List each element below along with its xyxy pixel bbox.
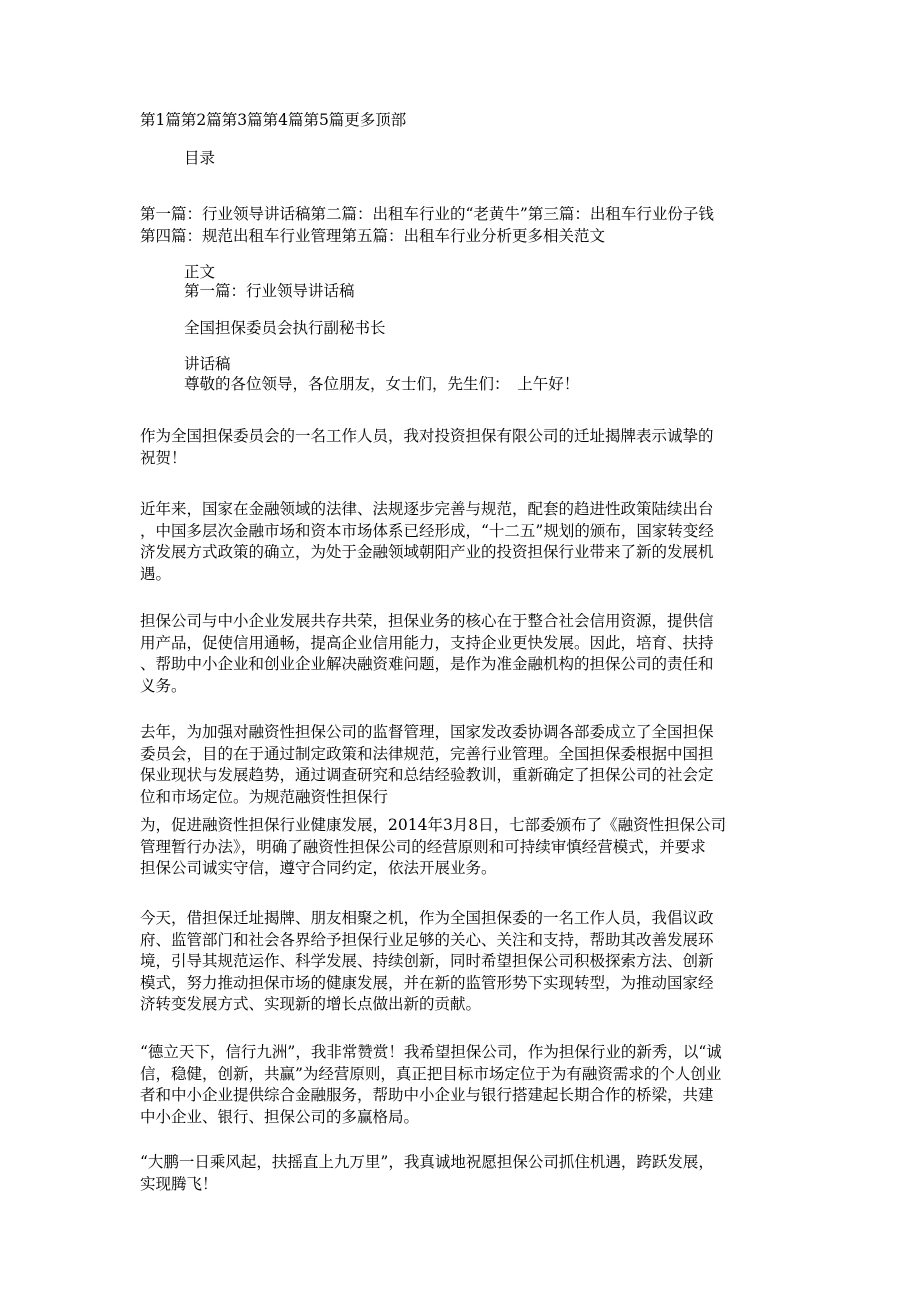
body-label: 正文 bbox=[184, 263, 216, 281]
paragraph-4 bbox=[140, 722, 780, 808]
paragraph-line: 、帮助中小企业和创业企业解决融资难问题，是作为准金融机构的担保公司的责任和 bbox=[140, 655, 714, 673]
article-title: 第一篇：行业领导讲话稿 bbox=[184, 282, 355, 300]
paragraph-line: 位和市场定位。为规范融资性担保行 bbox=[140, 787, 389, 806]
paragraph-line: 济发展方式政策的确立，为处于金融领域朝阳产业的投资担保行业带来了新的发展机 bbox=[140, 543, 714, 561]
doc-type: 讲话稿 bbox=[184, 355, 231, 373]
paragraph-line: 境，引导其规范运作、科学发展、持续创新，同时希望担保公司积极探索方法、创新 bbox=[140, 952, 714, 970]
speaker-title: 全国担保委员会执行副秘书长 bbox=[184, 319, 386, 337]
paragraph-line: 遇。 bbox=[140, 564, 172, 583]
paragraph-line: “德立天下，信行九洲”，我非常赞赏！我希望担保公司，作为担保行业的新秀，以“诚 bbox=[140, 1043, 722, 1061]
paragraph-7 bbox=[140, 1042, 780, 1128]
paragraph-line: 作为全国担保委员会的一名工作人员，我对投资担保有限公司的迁址揭牌表示诚挚的 bbox=[140, 427, 714, 445]
paragraph-8 bbox=[140, 1152, 780, 1195]
toc-line-1[interactable]: 第一篇：行业领导讲话稿第二篇：出租车行业的“老黄牛”第三篇：出租车行业份子钱 bbox=[140, 205, 714, 223]
paragraph-line: 保业现状与发展趋势，通过调查研究和总结经验教训，重新确定了担保公司的社会定 bbox=[140, 766, 714, 784]
paragraph-line: 近年来，国家在金融领域的法律、法规逐步完善与规范，配套的趋进性政策陆续出台 bbox=[140, 500, 714, 518]
paragraph-line: ，中国多层次金融市场和资本市场体系已经形成，“十二五”规划的颁布，国家转变经 bbox=[140, 521, 714, 540]
paragraph-line: “大鹏一日乘风起，扶摇直上九万里”，我真诚地祝愿担保公司抓住机遇，跨跃发展， bbox=[140, 1153, 714, 1171]
nav-links[interactable]: 第1篇第2篇第3篇第4篇第5篇更多顶部 bbox=[140, 111, 407, 129]
paragraph-6 bbox=[140, 908, 780, 1016]
paragraph-line: 担保公司诚实守信，遵守合同约定，依法开展业务。 bbox=[140, 859, 497, 877]
paragraph-line: 今天，借担保迁址揭牌、朋友相聚之机，作为全国担保委的一名工作人员，我倡议政 bbox=[140, 909, 714, 927]
paragraph-line: 义务。 bbox=[140, 676, 187, 695]
paragraph-line: 委员会，目的在于通过制定政策和法律规范，完善行业管理。全国担保委根据中国担 bbox=[140, 744, 714, 763]
paragraph-line: 模式，努力推动担保市场的健康发展，并在新的监管形势下实现转型，为推动国家经 bbox=[140, 973, 714, 992]
paragraph-line: 去年，为加强对融资性担保公司的监督管理，国家发改委协调各部委成立了全国担保 bbox=[140, 723, 714, 741]
paragraph-5 bbox=[140, 815, 780, 880]
paragraph-line: 为，促进融资性担保行业健康发展，2014年3月8日，七部委颁布了《融资性担保公司 bbox=[140, 816, 727, 834]
paragraph-3 bbox=[140, 611, 780, 697]
paragraph-line: 担保公司与中小企业发展共存共荣，担保业务的核心在于整合社会信用资源，提供信 bbox=[140, 612, 714, 630]
paragraph-line: 府、监管部门和社会各界给予担保行业足够的关心、关注和支持，帮助其改善发展环 bbox=[140, 930, 714, 949]
paragraph-line: 济转变发展方式、实现新的增长点做出新的贡献。 bbox=[140, 995, 482, 1013]
paragraph-1 bbox=[140, 426, 780, 469]
paragraph-line: 管理暂行办法》，明确了融资性担保公司的经营原则和可持续审慎经营模式，并要求 bbox=[140, 837, 706, 856]
paragraph-line: 用产品，促使信用通畅，提高企业信用能力，支持企业更快发展。因此，培育、扶持 bbox=[140, 633, 714, 652]
paragraph-2 bbox=[140, 499, 780, 585]
toc-line-2[interactable]: 第四篇：规范出租车行业管理第五篇：出租车行业分析更多相关范文 bbox=[140, 227, 606, 245]
toc-heading: 目录 bbox=[184, 149, 216, 167]
greeting: 尊敬的各位领导，各位朋友，女士们，先生们： 上午好！ bbox=[184, 375, 580, 393]
paragraph-line: 信，稳健，创新，共赢”为经营原则，真正把目标市场定位于为有融资需求的个人创业 bbox=[140, 1064, 722, 1083]
paragraph-line: 实现腾飞！ bbox=[140, 1174, 218, 1193]
paragraph-line: 者和中小企业提供综合金融服务，帮助中小企业与银行搭建起长期合作的桥梁，共建 bbox=[140, 1086, 714, 1104]
paragraph-line: 祝贺！ bbox=[140, 448, 187, 467]
paragraph-line: 中小企业、银行、担保公司的多赢格局。 bbox=[140, 1107, 420, 1126]
